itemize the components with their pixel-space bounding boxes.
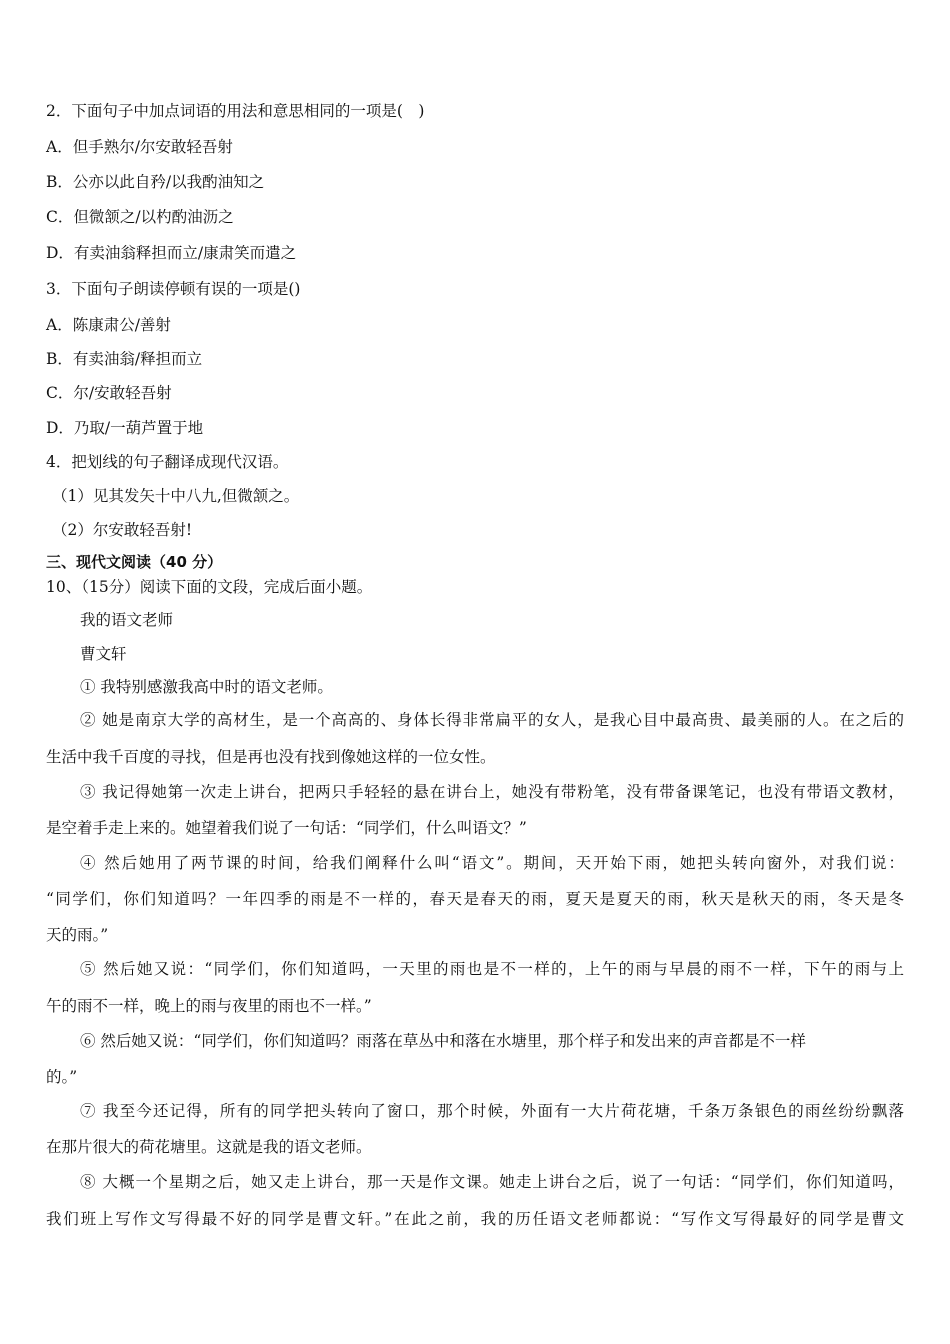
paragraph-8-line-1: ⑧ 大概一个星期之后，她又走上讲台，那一天是作文课。她走上讲台之后，说了一句话：“同学们，你们知道吗， <box>80 1173 904 1191</box>
question-3-option-a: A．陈康肃公/善射 <box>46 316 171 334</box>
paragraph-2-line-2: 生活中我千百度的寻找，但是再也没有找到像她这样的一位女性。 <box>46 748 496 766</box>
question-3-option-b: B．有卖油翁/释担而立 <box>46 350 203 368</box>
paragraph-6-line-2: 的。” <box>46 1068 78 1086</box>
paragraph-4-line-1: ④ 然后她用了两节课的时间，给我们阐释什么叫“语文”。期间，天开始下雨，她把头转向窗外，对我们说： <box>80 854 904 872</box>
question-3-stem: 3．下面句子朗读停顿有误的一项是() <box>46 280 301 298</box>
paragraph-1: ① 我特别感激我高中时的语文老师。 <box>80 678 333 696</box>
article-title: 我的语文老师 <box>80 611 174 629</box>
paragraph-4-line-2: “同学们，你们知道吗？一年四季的雨是不一样的，春天是春天的雨，夏天是夏天的雨，秋天是秋天的雨，冬天是冬 <box>46 890 904 908</box>
paragraph-5-line-2: 午的雨不一样，晚上的雨与夜里的雨也不一样。” <box>46 997 372 1015</box>
question-2-option-a: A．但手熟尔/尔安敢轻吾射 <box>46 138 233 156</box>
paragraph-7-line-2: 在那片很大的荷花塘里。这就是我的语文老师。 <box>46 1138 372 1156</box>
question-2-stem: 2．下面句子中加点词语的用法和意思相同的一项是( ) <box>46 102 425 120</box>
question-3-option-d: D．乃取/一葫芦置于地 <box>46 419 204 437</box>
question-10-stem: 10、（15分）阅读下面的文段，完成后面小题。 <box>46 578 373 596</box>
question-2-option-b: B．公亦以此自矜/以我酌油知之 <box>46 173 265 191</box>
paragraph-8-line-2: 我们班上写作文写得最不好的同学是曹文轩。”在此之前，我的历任语文老师都说：“写作文写得最好的同学是曹文 <box>46 1210 904 1228</box>
paragraph-5-line-1: ⑤ 然后她又说：“同学们，你们知道吗，一天里的雨也是不一样的，上午的雨与早晨的雨不一样，下午的雨与上 <box>80 960 904 978</box>
question-4-item-1: （1）见其发矢十中八九,但微颔之。 <box>52 487 300 505</box>
question-4-item-2: （2）尔安敢轻吾射! <box>52 521 193 539</box>
question-2-option-d: D．有卖油翁释担而立/康肃笑而遣之 <box>46 244 297 262</box>
paragraph-4-line-3: 天的雨。” <box>46 926 109 944</box>
question-2-option-c: C．但微颔之/以杓酌油沥之 <box>46 208 234 226</box>
paragraph-7-line-1: ⑦ 我至今还记得，所有的同学把头转向了窗口，那个时候，外面有一大片荷花塘，千条万条银色的雨丝纷纷飘落 <box>80 1102 904 1120</box>
paragraph-6-line-1: ⑥ 然后她又说：“同学们，你们知道吗？雨落在草丛中和落在水塘里，那个样子和发出来的声音都是不一样 <box>80 1032 806 1050</box>
question-3-option-c: C．尔/安敢轻吾射 <box>46 384 172 402</box>
paragraph-3-line-2: 是空着手走上来的。她望着我们说了一句话：“同学们，什么叫语文？” <box>46 819 527 837</box>
paragraph-3-line-1: ③ 我记得她第一次走上讲台，把两只手轻轻的悬在讲台上，她没有带粉笔，没有带备课笔记，也没有带语文教材， <box>80 783 904 801</box>
paragraph-2-line-1: ② 她是南京大学的高材生，是一个高高的、身体长得非常扁平的女人，是我心目中最高贵、最美丽的人。在之后的 <box>80 711 904 729</box>
question-4-stem: 4．把划线的句子翻译成现代汉语。 <box>46 453 289 471</box>
section-heading: 三、现代文阅读（40 分） <box>46 553 223 571</box>
article-author: 曹文轩 <box>80 645 127 663</box>
